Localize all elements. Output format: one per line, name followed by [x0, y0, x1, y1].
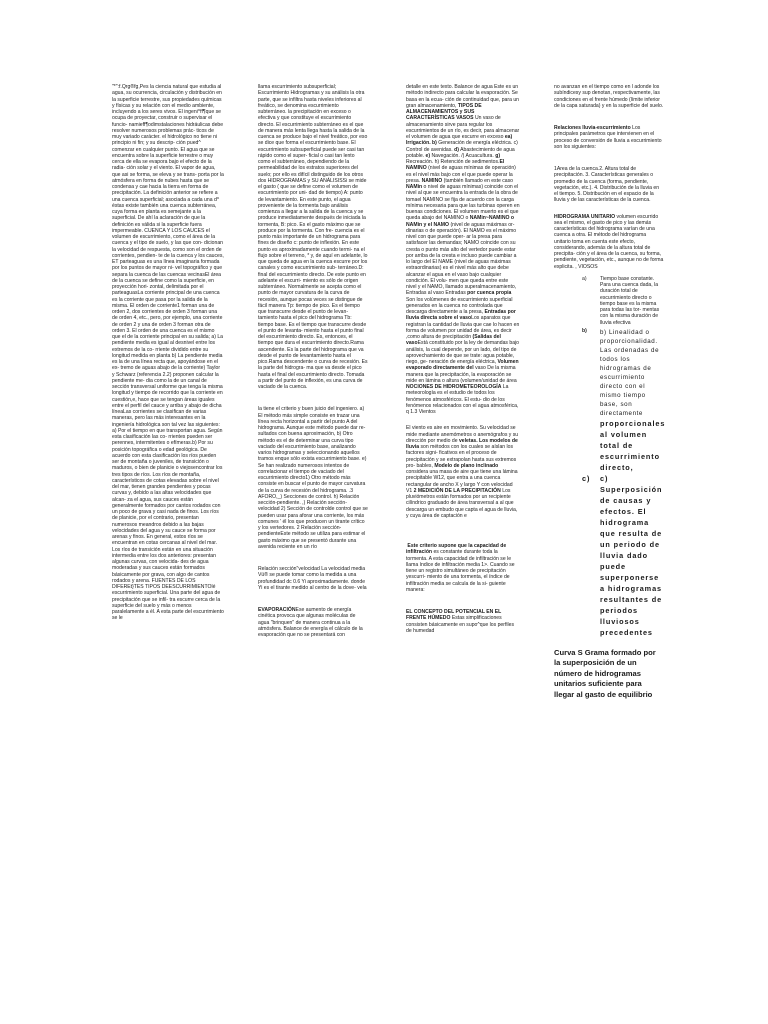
column-2: [258, 84, 368, 638]
column-4: [554, 84, 664, 700]
paragraph: EVAPORACIÓNEse aumento de energía cinética provoca que algunas moléculas de agua "brinquen" de manera continua a la atmósfera. Balance de energía el cálculo de la evaporación que no se presentará con: [258, 607, 363, 638]
paragraph: detalle en este texto. Balance de agua Este es un método indirecto para calcular la evaporación. Se basa en la ecua- ción de continuidad que, para un gran almacenamiento, TIPOS DE ALMACENAMIENTOS y SUS CARACTERÍSTICAS VASOS Un vaso de almacenamiento sirve para regular los escurrimientos de un río, es decir, para almacenar el volumen de agua que escurre en exceso ea) Irrigación. b) Generación de energía eléctrica. c) Control de avenidas. d) Abastecimiento de agua potable. e) Navegación. /) Acuacultura. g) Recreación. h) Retención de sedimentos.El NAMINO (nivel de aguas mínimas de operación) es el nivel más bajo con el que puede operar la presa. NAMINO (también llamado en este caso NAMin o nivel de aguas mínimas) coincide con el nivel al que se encuentra la entrada de la obra de tomael NAMINO se fija de acuerdo con la carga mínima necesaria para que las turbinas operen en buenas condiciones. El volumen muerto es el que queda abajo del NAMINO o NAMin~NAMINO o NAMin y el NAMO (nivel de aguas máximas or- dinarias o de operación). El NAMO es el máximo nivel con que puede oper- ar la presa para satisfacer las demandas; NAMO coincide con su cresta o punto más alto del vertedor puede estar por arriba de la cresta e incluso puede cambiar a lo largo del El NAME (nivel de aguas máximas extraordinarias) es el nivel más alto que debe alcanzar el agua en el vaso bajo cualquier condición. El volu- men que queda entre este nivel y el NAMO, llamado superalmacenamiento, Entradas al vaso Entradas por cuenca propia Son los volúmenes de escurrimiento superficial generados en la cuenca no controlada que descarga directamente a la presa, Entradas por lluvia directa sobre el vasoLos aparatos que registran la cantidad de lluvia que cae lo hacen en forma de volumen por unidad de área, es decir ,como altura de precipitación (Salidas del vasoEstá constituido por la ley de demandas bajo análisis, la cual depende, por un lado, del tipo de aprovechamiento de que se trate: agua potable, riego, ge- neración de energía eléctrica, Volumen evaporado directamente del vaso De la misma manera que la precipitación, la evaporación se mide en lámina o altura (volumen/unidad de área NOCIONES DE HIDROMETEOROLOGÍA La meteorología es el estudio de todos los fenómenos atmosféricos. El estu- dio de los fenómenos relacionados con el agua atmosférica, q 1.3 Vientos: [406, 84, 520, 415]
paragraph: El viento es aire en movimiento. Su velocidad se mide mediante anemómetros o anemógrafos y su dirección por medio de veletas. Los modelos de lluvia son métodos con los cuales se aíslan los factores signi- ficativos en el proceso de precipitación y se extrapolan hasta sus extremos pro- bables, Modelo de plano inclinado considera una masa de aire que tiene una lámina precipitable W12, que entra a una cuenca rectangular de ancho X y largo Y con velocidad V1 2 MEDICIÓN DE LA PRECIPITACIÓN Los pluviómetros están formados por un recipiente cilíndrico graduado de área transversal a al que descarga un embudo que capta el agua de lluvia, y cuya área de captación e: [406, 425, 519, 519]
list-text: c) Superposición de causas y efectos. El hidrograma que resulta de un periodo de lluvia dado puede superponerse a hidrogramas resultantes de periodos lluviosos precedentes: [600, 473, 663, 637]
list-item: [554, 328, 664, 418]
closing-paragraph: Curva S Grama formado por la superposición de un número de hidrogramas unitarios suficiente para llegar al gasto de equilibrio: [554, 647, 656, 699]
column-1: [112, 84, 224, 622]
list-item: [554, 473, 664, 638]
paragraph: Relación sección"velocidad La velocidad media Vü® se puede tomar como la medida a una profundidad dc 0.6 Yi aproximadamente. donde Yi es el tirante medido al centro de la dove- vela: [258, 566, 367, 591]
list-marker: b): [582, 327, 587, 334]
column-3: [406, 84, 520, 634]
list-item: [554, 276, 664, 326]
heading: HIDROGRAMA UNITARIO: [554, 213, 616, 220]
list-item: [554, 418, 664, 473]
paragraph: no avanzan en el tiempo como en l adonde los subíndicesy sup denotan, respectivamente, las condiciones en el frente húmedo (límite inferior de la capa saturada) y en la superficie del suelo.: [554, 84, 664, 109]
paragraph: Relaciones lluvia-escurrimiento Los principales parámetros que intervienen en el proceso de conversión de lluvia a escurrimiento son los siguientes:: [554, 125, 662, 150]
paragraph: EL CONCEPTO DEL POTENCIAL EN EL FRENTE HÚMEDO Estas simplificaciones consisten básicamente en supo^que los perfiles de humedad: [406, 609, 515, 634]
paragraph: 1Area de la cuenca.2. Altura total de precipitación. 3. Características generales o promedio de la cuenca (forma, pendiente, vegetación, etc.). 4. Distribución de la lluvia en el tiempo. 5. Distribución en el espacio de la lluvia y de las características de la cuenca.: [554, 166, 660, 204]
heading: Relaciones lluvia-escurrimiento: [554, 125, 631, 131]
heading: EVAPORACIÓN: [258, 607, 296, 613]
list-text: b) Linealidad o proporcionalidad. Las ordenadas de todos los hidrogramas de escurrimiento directo con el mismo tiempo base, son directamente: [600, 328, 660, 417]
list-marker: a): [582, 275, 587, 282]
list-text: proporcionales al volumen total de escurrimiento directo,: [600, 418, 666, 472]
paragraph: HIDROGRAMA UNITARIO volumen escurrido sea el mismo, el gasto de pico y las demás características del hidrograma varían de una cuenca a otra. El método del hidrograma unitario toma en cuenta este efecto, considerando, además de la altura total de precipita- ción y el área de la cuenca, su forma, pendiente, vegetación, etc., aunque no de forma explicita. , VIOSOS: [554, 213, 664, 270]
list-marker: c): [582, 473, 591, 483]
paragraph: Este criterio supone que la capacidad de infiltración es constante durante toda la tormenta. A esta capacidad de infiltración se le llama índice de infiltración media 1>. Cuando se tiene un registro simultáneo de precipitación yescurri- miento de una tormenta, el índice de infiltración media se calcula de la si- guiente manera:: [406, 543, 515, 593]
paragraph: llama escurrimiento subsuperficial; Escurrimiento Hidrogramas y su análisis la otra parte, que se infiltra hasta niveles inferiores al freático, se denomina escurrimiento subterráneo. la precipitación en exceso o efectiva y que constituye el escurrimiento directo. El escurrimiento subterráneo es el que de manera más lenta llega hasta la salida de la cuenca se produce bajo el nivel freático, por eso se dice que forma el escurrimiento base. El escurrimiento subsuperficial puede ser casi tan rápido como el super- ficial o casi tan lento como el subterráneo, dependiendo de la permeabilidad de los estratos superiores del suelo; por ello es difícil distinguido de los otros dos HIDROGRAMAS y SU ANÁLISISSi se mide el gasto ( que se define como el volumen de escurrimiento por uni- dad de tiempo) A: punto de levantamiento. En este punto, el agua proveniente de la tormenta bajo análisis comienza a llegar a la salida de la cuenca y se produce inmediatamente después de iniciada la tormenta, B: pico. Es el gasto máximo que se produce por la tormenta. Con fre- cuencia es el punto más importante de un hidrograma para fines de diseño c: punto de inflexión. En este punto es aproximadamente cuando termi- na el flujo sobre el terreno, * y, de aquí en adelante, lo que queda de agua en la cuenca escurre por los canales y como escurrimiento sub- terráneo.D: final del escurrimiento directo. De este punto en adelante el escurri- miento es sólo de origen subterráneo. Normalmente se acepta como el punto de mayor curvatura de la curva de recesión, aunque pocas veces se distingue de fácil manera Tp: tiempo de pico. Es el tiempo que transcurre desde el punto de levan- tamiento hasta el pico del hidrograma Tb: tiempo base. Es el tiempo que transcurre desde el punto de levanta- miento hasta el punto final del escurrimiento directo. Es, entonces, el tiempo que dura el escurrimiento directo.Rama ascendente. Es la parte del hidrograma que va desde el punto de levantamiento hasta el pico.Rama descendente o curva de recesión. Es la parte del hidrogra- ma que va desde el pico hasta el final del escurrimiento directo. Tomada a partir del punto de inflexión, es una curva de vaciado de la cuenca.: [258, 84, 368, 390]
assumption-list: [554, 276, 664, 638]
paragraph: "*":f.Qrg®fg,Pes la ciencia natural que estudia al agua, su ocurrencia, circulación y distribución en la superficie terrestre, sus propiedades químicas y físicas y su relación con el medio ambiente, incluyendo a los seres vivos. El ingeni^ff¶que se ocupa de proyectar, construir o supervisar el funcio- namieff¶odimstalaciones hidráulicas debe resolver numerosos problemas prác- ticos de muy variado carácter. el hidrológico no tiene ni principio ni fin; y su descrip- ción pued^ comenzar en cualquier punto. El agua que se encuentra sobre la superficie terrestre o muy cerca de ella se evapora bajo el efecto de la radia- ción solar y el viento. El vapor de agua, que asi se forma, se eleva y se trans- porta por la atmósfera en forma de nubes hasta que se condensa y cae hacia la tierra en forma de precipitación. La definición anterior se refiere a una cuenca superficial; asociada a cada una d^ éstas existe también una cuenca subterránea, cuya forma en planta es semejante a la superficial. De ahí la aclaración de que la definición es válida si la superficie fuera impermeable. CUENCA Y LOS CAUCES el volumen de escurrimiento, como el área de la cuenca y el tipo de suelo, y las que con- dicionan la velocidad de respuesta, como son el orden de corrientes, pendien- te de la cuenca y los cauces, ET parteaguas es una línea imaginaria formada por los puntos de mayor ni- vel topográfico y que separa la cuenca de las cuencas vecinasEl área de la cuenca se define como la superficie, en proyección hori- zontal, delimitada por el parteaguasLa corriente principal de una cuenca es la corriente que pasa por la salida de la misma. El orden de corriente1 forman una de orden 2, dos corrientes de orden 3 forman una de orden 4, etc., pero, por ejemplo, una corriente de orden 2 y una de orden 3 forman otra de orden 3. El orden de una cuenca es el mismo que el de la corriente principal en su salida; a) La pendiente media es igual al desnivel entre los extremos de la co- rriente dividido entre su longitud medida en planta b) La pendiente media es la de una línea recta que, apoyándose en el ex- tremo de aguas abajo de la corriente) Taylor y Schwarz (referencia 2.2) proponen calcular la pendiente me- dia como la de un canal de sección transversal uniforme que tenga la misma longitud y tiempo de recorrido que la corriente en cuestión,e, hace que se tengan áreas iguales entre el perfil del cauce y arriba y abajo de dicha líneaLas corrientes se clasifican de varias maneras, pero las más interesantes en la ingeniería hidrológica son tal vez las siguientes: a) Por el tiempo en que transportan agua. Según esta clasificación las co- rrientes pueden ser perennes, intermitentes o efímeras.b) Por su posición topográfica o edad geológica. De acuerdo con esta clasificación los ríos pueden ser de montaña o juveniles, de transición o maduros, o bien de planicie o viejosencontrar los tres tipos de ríos. Los ríos de montaña, característicos de cotas elevadas sobre el nivel del mar, tienen grandes pendientes y pocas curvas y, debido a las altas velocidades que alcan- za el agua, sus cauces están generalmente formados por cantos rodados con un poco de grava y casi nada de finos. Los ríos de planicie, por el contrario, presentan numerosos meandros debido a las bajas velocidades del agua y su cauce se forma por arenas y finos. En general, estos ríos se encuentran en cotas cercanas al nivel del mar. Los ríos de transición están en una situación intermedia entre los dos anteriores: presentan algunas curvas, con velocida- des de agua moderadas y sus cauces están formados básicamente por grava, con algo de cantos rodados y arena. FUENTES DE LOS DIFEREt}TES TIPOS DEESCURRIMIENTOlé escurrimiento superficial. Una parte del agua de precipitación que se infil- tra escurre cerca de la superficie del suelo y más o menos paralelamente a él. A esta parte del escurrimiento se le: [112, 84, 224, 622]
paragraph: la tiene el criterio y buen juicio del ingeniero. a) El método más simple consiste en trazar una línea recta horizontal a partir del punto A del hidrograma. Aunque este método puede dar re- sultados con buena aproximación, b) Otro método es el de determinar una curva tipo vaciado del escurrimiento base, analizando varios hidrogramas y seleccionando aquellos tramos enque sólo exista escurrimiento base. e) Se han realizado numerosos intentos de correlacionar el tiempo de vaciado del escurrimiento directo1) Otro método más consiste en buscar el punto de mayor curvatura de la curva de recesión del hidrograma. .3 AFORO,_) Secciones de control. h) Relación sección-pendiente. ,) Relación sección-velocidad 2) Sección de controlde control que se pueden usar para aforar una corriente, los más comunes ' él los que producen un tirante crítico y los vertedores. 2 Relación sección-pendienteEste método se utiliza para estimar el gasto máximo que se presentó durante una avenida reciente en un río: [258, 406, 368, 550]
list-text: Tiempo base constante. Para una cuenca dada, la duración total de escurrimiento directo o tiempo base es la misma para todas las tor- mentas con la misma duración de lluvia efectiva: [600, 275, 660, 326]
